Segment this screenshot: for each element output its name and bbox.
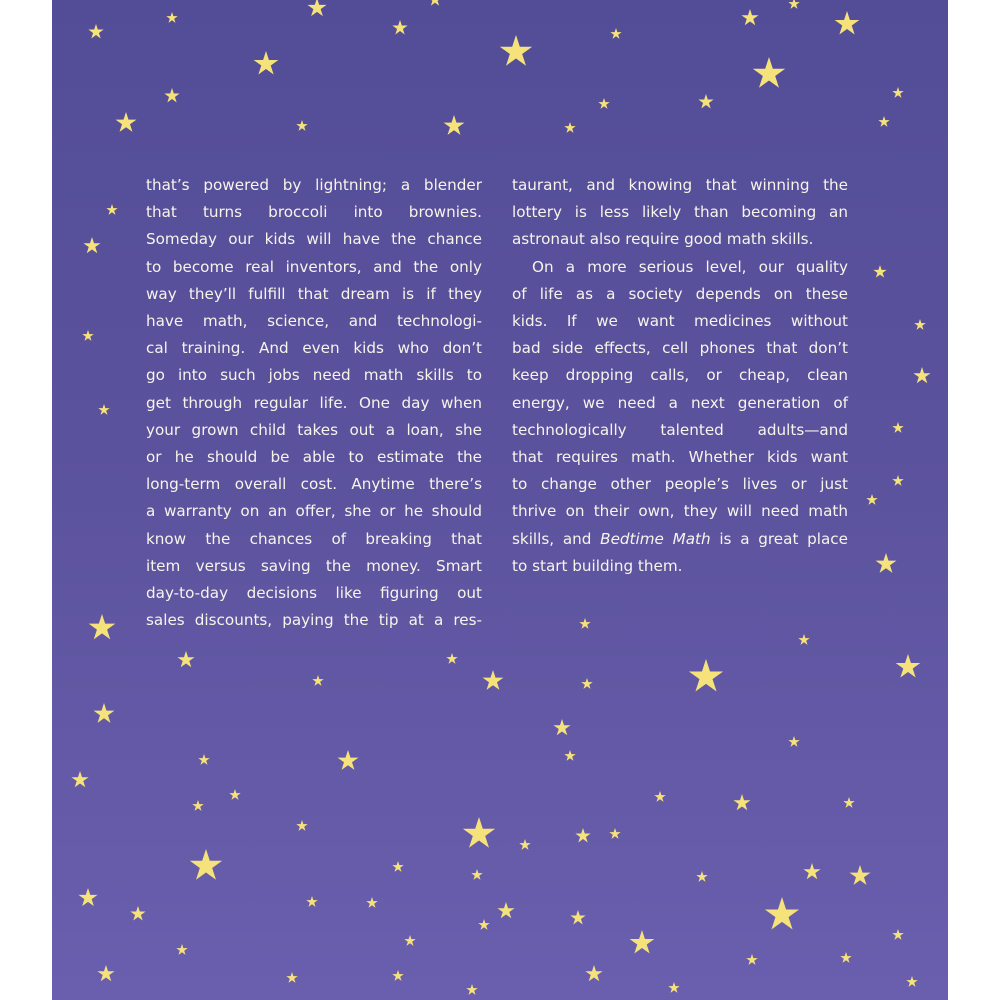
star-icon [296,820,307,831]
book-title: Bedtime Math [600,529,711,548]
star-icon [164,88,179,102]
star-icon [698,94,713,108]
star-icon [254,51,279,75]
star-icon [307,0,326,16]
star-icon [788,0,799,9]
star-icon [466,984,477,995]
text-line: day-to-day decisions like figuring out [146,584,482,603]
text-line: that turns broccoli into brownies. [146,203,482,222]
book-page [52,0,948,1000]
star-icon [630,930,655,954]
text-line: taurant, and knowing that winning the [512,176,848,194]
text-line: to start building them. [512,556,683,575]
star-icon [553,719,570,735]
star-icon [609,828,620,839]
star-icon [892,422,903,433]
text-fragment: is a great place [710,529,848,548]
star-icon [564,750,575,761]
star-icon [98,404,109,415]
text-line: get through regular life. One day when [146,393,482,412]
text-line: thrive on their own, they will need math [512,502,848,521]
star-icon [89,614,116,639]
star-icon [229,789,240,800]
text-line: that’s powered by lightning; a blender [146,176,482,194]
text-line: bad side effects, cell phones that don’t [512,339,848,358]
star-icon [177,651,194,667]
star-icon [83,237,100,253]
star-icon [338,750,359,770]
star-icon [610,28,621,39]
star-icon [654,791,665,802]
star-icon [306,896,317,907]
star-icon [176,944,187,955]
star-icon [404,935,415,946]
star-icon [689,659,723,692]
text-fragment: skills, and [512,529,601,548]
text-line: go into such jobs need math skills to [146,366,482,385]
star-icon [366,897,377,908]
star-icon [896,654,921,678]
star-icon [564,122,575,133]
star-icon [570,910,585,924]
star-icon [746,954,757,965]
star-icon [581,678,592,689]
star-icon [130,906,145,920]
star-icon [312,675,323,686]
star-icon [444,115,465,135]
text-line: Someday our kids will have the chance [146,230,482,249]
left-text-column [146,172,482,634]
text-line: sales discounts, paying the tip at a res- [146,611,482,630]
text-line: to change other people’s lives or just [512,475,848,494]
star-icon [892,929,903,940]
star-icon [579,618,590,629]
star-icon [192,800,203,811]
text-line: long-term overall cost. Anytime there’s [146,475,482,494]
text-line: item versus saving the money. Smart [146,556,482,575]
star-icon [198,754,209,765]
text-line: technologically talented adults—and [512,420,848,439]
star-icon [497,902,514,918]
star-icon [286,972,297,983]
star-icon [392,20,407,34]
star-icon [733,794,750,810]
text-line: lottery is less likely than becoming an [512,203,848,222]
text-line: to become real inventors, and the only [146,257,482,276]
star-icon [876,553,897,573]
star-icon [843,797,854,808]
star-icon [753,57,785,88]
star-icon [892,87,903,98]
text-line: keep dropping calls, or cheap, clean [512,366,848,385]
text-line: of life as a society depends on these [512,284,848,303]
text-line: have math, science, and technologi- [146,312,482,331]
star-icon [798,634,809,645]
star-icon [116,112,137,132]
star-icon [873,265,886,278]
star-icon [82,330,93,341]
star-icon [478,919,489,930]
star-icon [741,9,758,25]
star-icon [866,494,877,505]
star-icon [598,98,609,109]
text-line: or he should be able to estimate the [146,448,482,467]
text-line: that requires math. Whether kids want [512,448,848,467]
star-icon [585,965,602,981]
text-line: astronaut also require good math skills. [512,230,814,249]
star-icon [850,865,871,885]
text-line: On a more serious level, our quality [532,257,848,276]
star-icon [296,120,307,131]
text-line: cal training. And even kids who don’t [146,339,482,358]
text-line: know the chances of breaking that [146,529,482,548]
text-line: way they’ll fulfill that dream is if they [146,284,482,303]
star-icon [94,703,115,723]
star-icon [803,863,820,879]
star-icon [71,771,88,787]
star-icon [392,861,403,872]
star-icon [471,869,482,880]
star-icon [97,965,114,981]
star-icon [392,970,403,981]
star-icon [166,12,177,23]
text-line: your grown child takes out a loan, she [146,420,482,439]
star-icon [892,475,903,486]
star-icon [78,888,97,906]
star-icon [575,828,590,842]
star-icon [906,976,917,987]
star-icon [668,982,679,993]
star-icon [446,653,457,664]
star-icon [835,11,860,35]
star-icon [500,35,532,66]
star-icon [428,0,441,6]
text-line: kids. If we want medicines without [512,312,848,331]
star-icon [696,871,707,882]
star-icon [914,319,925,330]
star-icon [788,736,799,747]
star-icon [913,367,930,383]
star-icon [88,24,103,38]
text-line: energy, we need a next generation of [512,393,848,412]
star-icon [765,897,799,930]
star-icon [463,817,495,848]
text-line: a warranty on an offer, she or he should [146,502,482,521]
star-icon [483,670,504,690]
star-icon [878,116,889,127]
star-icon [519,839,530,850]
star-icon [840,952,851,963]
star-icon [190,849,222,880]
star-icon [106,204,117,215]
right-text-column [512,172,848,580]
text-line [512,526,848,553]
